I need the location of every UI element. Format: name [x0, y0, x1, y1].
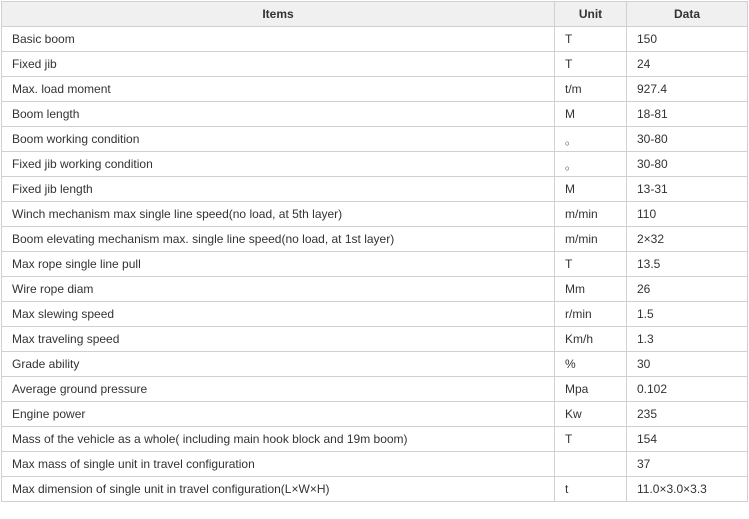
table-row [2, 77, 748, 102]
cell-data: 30 [627, 352, 748, 377]
cell-data: 1.3 [627, 327, 748, 352]
cell-item: Max mass of single unit in travel configuration [2, 452, 555, 477]
header-data: Data [627, 2, 748, 27]
table-row [2, 152, 748, 177]
table-row [2, 277, 748, 302]
cell-item: Fixed jib working condition [2, 152, 555, 177]
table-row [2, 352, 748, 377]
cell-unit: T [555, 52, 627, 77]
cell-unit: 。 [555, 152, 627, 177]
cell-item: Engine power [2, 402, 555, 427]
table-row [2, 452, 748, 477]
cell-unit: % [555, 352, 627, 377]
cell-item: Wire rope diam [2, 277, 555, 302]
cell-unit: Mpa [555, 377, 627, 402]
cell-item: Boom elevating mechanism max. single line speed(no load, at 1st layer) [2, 227, 555, 252]
cell-item: Basic boom [2, 27, 555, 52]
cell-data: 13-31 [627, 177, 748, 202]
cell-data: 0.102 [627, 377, 748, 402]
header-unit: Unit [555, 2, 627, 27]
spec-table [1, 1, 748, 502]
cell-unit: t/m [555, 77, 627, 102]
cell-unit: r/min [555, 302, 627, 327]
cell-unit: 。 [555, 127, 627, 152]
table-row [2, 127, 748, 152]
table-row [2, 302, 748, 327]
cell-item: Max traveling speed [2, 327, 555, 352]
cell-data: 11.0×3.0×3.3 [627, 477, 748, 502]
table-row [2, 402, 748, 427]
cell-unit: T [555, 427, 627, 452]
cell-unit: Km/h [555, 327, 627, 352]
cell-data: 30-80 [627, 127, 748, 152]
table-row [2, 377, 748, 402]
table-row [2, 27, 748, 52]
cell-item: Average ground pressure [2, 377, 555, 402]
cell-data: 37 [627, 452, 748, 477]
cell-item: Max rope single line pull [2, 252, 555, 277]
table-body [2, 27, 748, 502]
cell-item: Boom length [2, 102, 555, 127]
table-header-row [2, 2, 748, 27]
cell-unit: m/min [555, 202, 627, 227]
cell-data: 13.5 [627, 252, 748, 277]
cell-unit: T [555, 252, 627, 277]
cell-data: 18-81 [627, 102, 748, 127]
cell-unit: t [555, 477, 627, 502]
table-row [2, 202, 748, 227]
table-row [2, 102, 748, 127]
cell-unit: m/min [555, 227, 627, 252]
table-row [2, 227, 748, 252]
table-row [2, 52, 748, 77]
table-row [2, 252, 748, 277]
table-row [2, 177, 748, 202]
cell-data: 150 [627, 27, 748, 52]
cell-item: Fixed jib length [2, 177, 555, 202]
cell-data: 2×32 [627, 227, 748, 252]
cell-item: Winch mechanism max single line speed(no load, at 5th layer) [2, 202, 555, 227]
cell-unit: M [555, 177, 627, 202]
cell-item: Boom working condition [2, 127, 555, 152]
cell-data: 24 [627, 52, 748, 77]
cell-data: 26 [627, 277, 748, 302]
cell-data: 927.4 [627, 77, 748, 102]
cell-data: 110 [627, 202, 748, 227]
cell-data: 235 [627, 402, 748, 427]
cell-item: Fixed jib [2, 52, 555, 77]
cell-item: Mass of the vehicle as a whole( including main hook block and 19m boom) [2, 427, 555, 452]
cell-data: 1.5 [627, 302, 748, 327]
cell-unit [555, 452, 627, 477]
cell-data: 30-80 [627, 152, 748, 177]
cell-unit: Kw [555, 402, 627, 427]
cell-item: Max slewing speed [2, 302, 555, 327]
cell-item: Max dimension of single unit in travel configuration(L×W×H) [2, 477, 555, 502]
table-row [2, 477, 748, 502]
cell-item: Grade ability [2, 352, 555, 377]
cell-unit: Mm [555, 277, 627, 302]
header-items: Items [2, 2, 555, 27]
cell-data: 154 [627, 427, 748, 452]
table-row [2, 327, 748, 352]
cell-unit: T [555, 27, 627, 52]
cell-unit: M [555, 102, 627, 127]
table-row [2, 427, 748, 452]
cell-item: Max. load moment [2, 77, 555, 102]
